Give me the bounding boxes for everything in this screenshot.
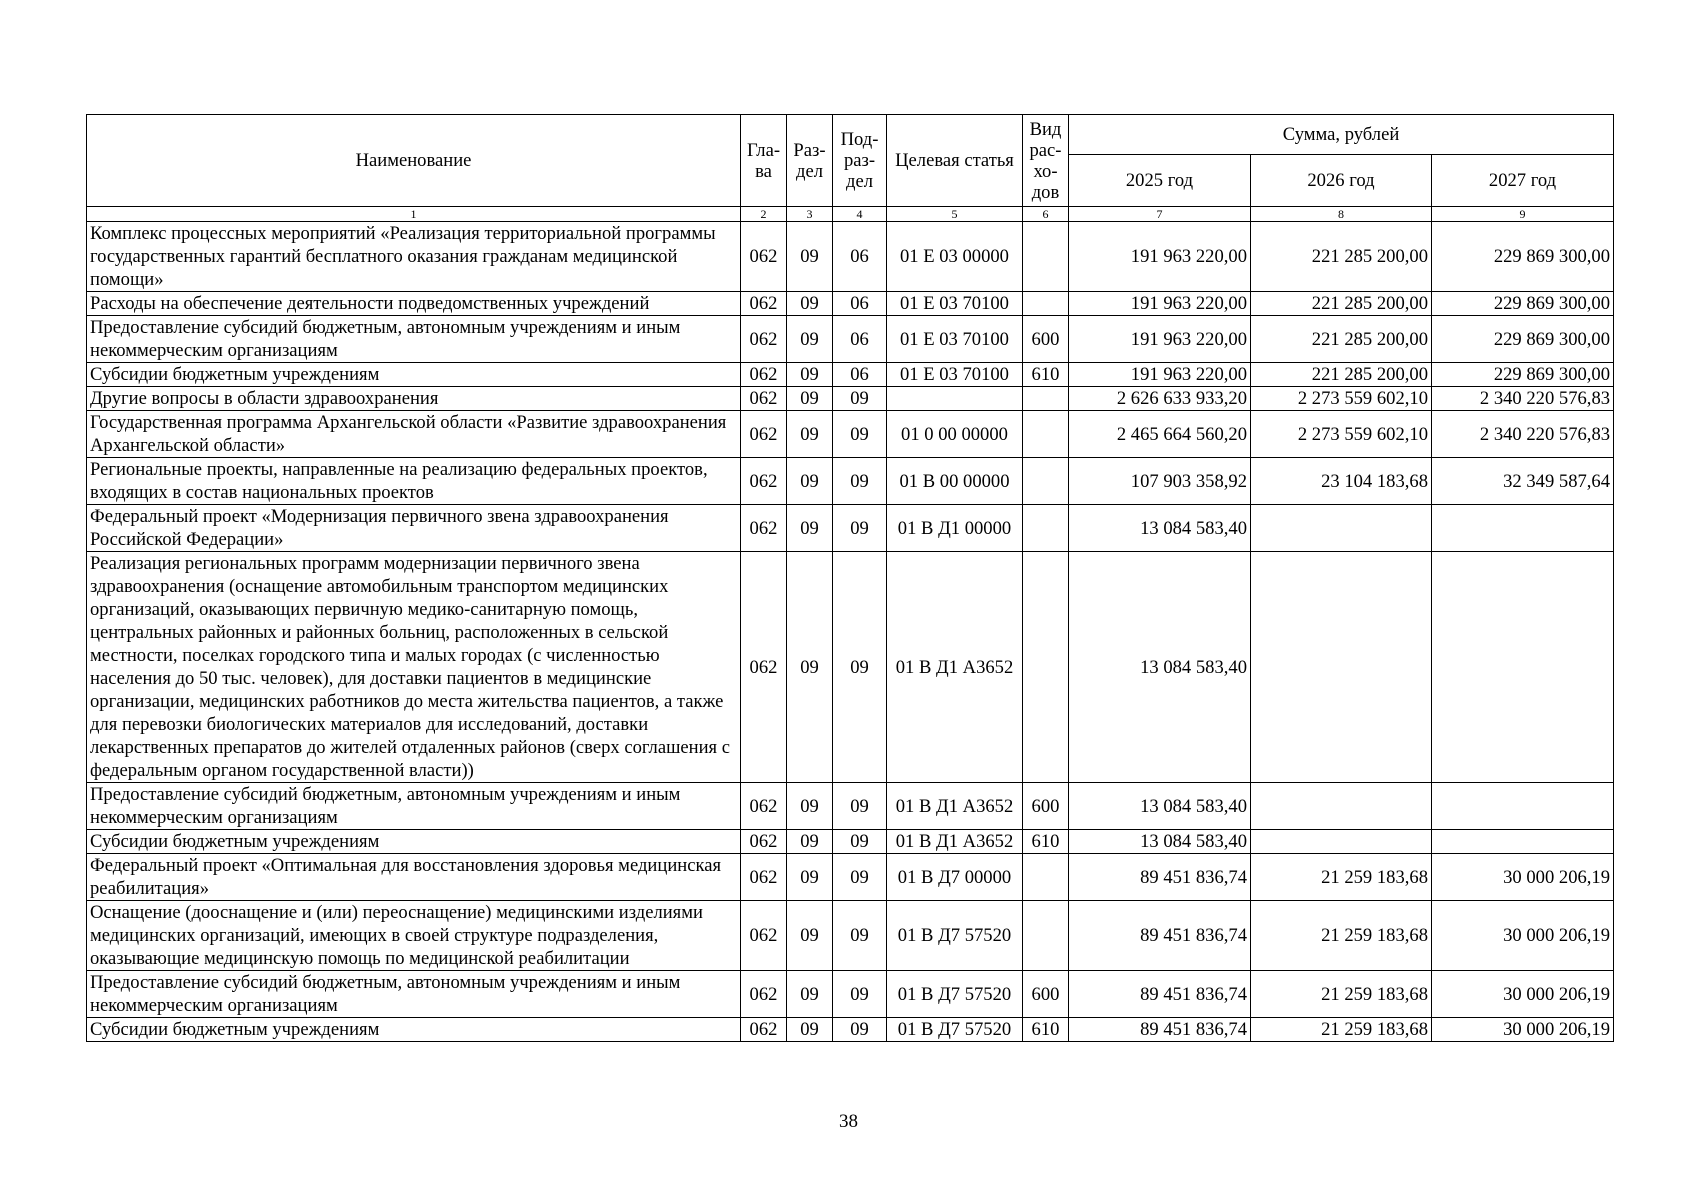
cell-podrazdel: 09	[833, 411, 887, 458]
cell-razdel: 09	[787, 1018, 833, 1042]
cell-glava: 062	[741, 458, 787, 505]
cell-sum-2025: 2 626 633 933,20	[1069, 387, 1251, 411]
cell-sum-2027: 30 000 206,19	[1432, 854, 1614, 901]
budget-table-container	[86, 114, 1614, 1042]
column-number-cell: 7	[1069, 207, 1251, 222]
cell-podrazdel: 06	[833, 316, 887, 363]
cell-sum-2027: 32 349 587,64	[1432, 458, 1614, 505]
cell-sum-2027: 30 000 206,19	[1432, 901, 1614, 971]
table-row	[87, 316, 1614, 363]
cell-sum-2026: 21 259 183,68	[1251, 1018, 1432, 1042]
cell-sum-2027: 2 340 220 576,83	[1432, 411, 1614, 458]
cell-sum-2027: 30 000 206,19	[1432, 1018, 1614, 1042]
cell-sum-2026: 221 285 200,00	[1251, 292, 1432, 316]
cell-glava: 062	[741, 854, 787, 901]
column-number-cell: 9	[1432, 207, 1614, 222]
cell-sum-2025: 89 451 836,74	[1069, 901, 1251, 971]
cell-tselevaya-statya: 01 Е 03 70100	[887, 316, 1023, 363]
cell-name: Субсидии бюджетным учреждениям	[87, 1018, 741, 1042]
column-number-cell: 2	[741, 207, 787, 222]
table-row	[87, 387, 1614, 411]
cell-vid-rashodov	[1023, 458, 1069, 505]
cell-vid-rashodov	[1023, 854, 1069, 901]
cell-sum-2025: 13 084 583,40	[1069, 505, 1251, 552]
cell-vid-rashodov: 610	[1023, 830, 1069, 854]
cell-sum-2026: 21 259 183,68	[1251, 854, 1432, 901]
cell-sum-2027	[1432, 783, 1614, 830]
cell-tselevaya-statya: 01 В Д7 57520	[887, 901, 1023, 971]
cell-razdel: 09	[787, 316, 833, 363]
cell-sum-2025: 13 084 583,40	[1069, 783, 1251, 830]
header-year-2027: 2027 год	[1432, 155, 1614, 207]
cell-name: Федеральный проект «Оптимальная для восстановления здоровья медицинская реабилитация»	[87, 854, 741, 901]
cell-sum-2025: 191 963 220,00	[1069, 222, 1251, 292]
cell-sum-2027: 229 869 300,00	[1432, 222, 1614, 292]
cell-tselevaya-statya: 01 0 00 00000	[887, 411, 1023, 458]
cell-sum-2027: 30 000 206,19	[1432, 971, 1614, 1018]
cell-glava: 062	[741, 783, 787, 830]
table-row	[87, 854, 1614, 901]
cell-razdel: 09	[787, 971, 833, 1018]
column-number-cell: 8	[1251, 207, 1432, 222]
cell-sum-2025: 2 465 664 560,20	[1069, 411, 1251, 458]
table-row	[87, 458, 1614, 505]
table-header	[87, 115, 1614, 222]
table-row	[87, 292, 1614, 316]
table-body	[87, 222, 1614, 1042]
cell-glava: 062	[741, 316, 787, 363]
header-razdel: Раз-дел	[787, 115, 833, 207]
cell-vid-rashodov: 610	[1023, 1018, 1069, 1042]
header-year-2026: 2026 год	[1251, 155, 1432, 207]
page-number: 38	[839, 1111, 858, 1132]
cell-vid-rashodov	[1023, 505, 1069, 552]
cell-vid-rashodov	[1023, 387, 1069, 411]
header-glava: Гла-ва	[741, 115, 787, 207]
cell-name: Субсидии бюджетным учреждениям	[87, 363, 741, 387]
cell-razdel: 09	[787, 292, 833, 316]
column-number-cell: 4	[833, 207, 887, 222]
cell-tselevaya-statya: 01 В Д7 57520	[887, 1018, 1023, 1042]
cell-glava: 062	[741, 222, 787, 292]
cell-razdel: 09	[787, 222, 833, 292]
cell-tselevaya-statya: 01 В Д1 А3652	[887, 552, 1023, 783]
cell-glava: 062	[741, 971, 787, 1018]
cell-sum-2026	[1251, 552, 1432, 783]
cell-vid-rashodov: 600	[1023, 316, 1069, 363]
cell-podrazdel: 09	[833, 901, 887, 971]
cell-sum-2027	[1432, 552, 1614, 783]
cell-sum-2026: 221 285 200,00	[1251, 222, 1432, 292]
header-vid-rashodov: Вид рас-хо-дов	[1023, 115, 1069, 207]
cell-sum-2027: 2 340 220 576,83	[1432, 387, 1614, 411]
cell-tselevaya-statya: 01 В Д7 57520	[887, 971, 1023, 1018]
cell-glava: 062	[741, 292, 787, 316]
cell-name: Реализация региональных программ модернизации первичного звена здравоохранения (оснащение автомобильным транспортом медицинских организаций, оказывающих первичную медико-санитарную помощь, центральных районных и районных больниц, расположенных в сельской местности, поселках городского типа и малых городах (с численностью населения до 50 тыс. человек), для доставки пациентов в медицинские организации, медицинских работников до места жительства пациентов, а также для перевозки биологических материалов для исследований, доставки лекарственных препаратов до жителей отдаленных районов (сверх соглашения с федеральным органом государственной власти))	[87, 552, 741, 783]
cell-name: Расходы на обеспечение деятельности подведомственных учреждений	[87, 292, 741, 316]
cell-sum-2026	[1251, 830, 1432, 854]
cell-glava: 062	[741, 411, 787, 458]
table-row	[87, 552, 1614, 783]
cell-tselevaya-statya: 01 В Д1 А3652	[887, 783, 1023, 830]
cell-tselevaya-statya: 01 В 00 00000	[887, 458, 1023, 505]
cell-sum-2027	[1432, 830, 1614, 854]
header-tselevaya-statya: Целевая статья	[887, 115, 1023, 207]
cell-sum-2027: 229 869 300,00	[1432, 363, 1614, 387]
cell-sum-2025: 13 084 583,40	[1069, 830, 1251, 854]
cell-sum-2026: 21 259 183,68	[1251, 901, 1432, 971]
cell-name: Субсидии бюджетным учреждениям	[87, 830, 741, 854]
cell-podrazdel: 09	[833, 552, 887, 783]
cell-vid-rashodov	[1023, 901, 1069, 971]
cell-tselevaya-statya: 01 В Д7 00000	[887, 854, 1023, 901]
cell-vid-rashodov	[1023, 292, 1069, 316]
cell-podrazdel: 06	[833, 222, 887, 292]
cell-sum-2026	[1251, 783, 1432, 830]
cell-sum-2025: 89 451 836,74	[1069, 854, 1251, 901]
cell-vid-rashodov: 600	[1023, 971, 1069, 1018]
table-row	[87, 830, 1614, 854]
cell-tselevaya-statya	[887, 387, 1023, 411]
cell-glava: 062	[741, 552, 787, 783]
cell-podrazdel: 09	[833, 783, 887, 830]
cell-sum-2027	[1432, 505, 1614, 552]
cell-tselevaya-statya: 01 Е 03 70100	[887, 363, 1023, 387]
cell-podrazdel: 09	[833, 854, 887, 901]
cell-vid-rashodov: 610	[1023, 363, 1069, 387]
table-row	[87, 411, 1614, 458]
cell-name: Другие вопросы в области здравоохранения	[87, 387, 741, 411]
cell-podrazdel: 06	[833, 363, 887, 387]
cell-razdel: 09	[787, 783, 833, 830]
cell-name: Комплекс процессных мероприятий «Реализация территориальной программы государственных гарантий бесплатного оказания гражданам медицинской помощи»	[87, 222, 741, 292]
cell-tselevaya-statya: 01 В Д1 00000	[887, 505, 1023, 552]
header-year-2025: 2025 год	[1069, 155, 1251, 207]
cell-sum-2026: 2 273 559 602,10	[1251, 387, 1432, 411]
cell-glava: 062	[741, 387, 787, 411]
header-podrazdel: Под-раз-дел	[833, 115, 887, 207]
cell-sum-2025: 89 451 836,74	[1069, 971, 1251, 1018]
cell-tselevaya-statya: 01 Е 03 00000	[887, 222, 1023, 292]
cell-sum-2025: 191 963 220,00	[1069, 292, 1251, 316]
cell-podrazdel: 09	[833, 1018, 887, 1042]
cell-name: Государственная программа Архангельской области «Развитие здравоохранения Архангельской области»	[87, 411, 741, 458]
column-number-cell: 1	[87, 207, 741, 222]
cell-tselevaya-statya: 01 Е 03 70100	[887, 292, 1023, 316]
cell-razdel: 09	[787, 363, 833, 387]
cell-glava: 062	[741, 363, 787, 387]
column-number-cell: 5	[887, 207, 1023, 222]
cell-podrazdel: 06	[833, 292, 887, 316]
cell-vid-rashodov	[1023, 222, 1069, 292]
cell-razdel: 09	[787, 830, 833, 854]
column-number-cell: 3	[787, 207, 833, 222]
cell-razdel: 09	[787, 854, 833, 901]
cell-name: Региональные проекты, направленные на реализацию федеральных проектов, входящих в состав национальных проектов	[87, 458, 741, 505]
cell-razdel: 09	[787, 505, 833, 552]
cell-name: Предоставление субсидий бюджетным, автономным учреждениям и иным некоммерческим организациям	[87, 971, 741, 1018]
cell-sum-2026: 21 259 183,68	[1251, 971, 1432, 1018]
table-row	[87, 505, 1614, 552]
cell-glava: 062	[741, 830, 787, 854]
column-number-cell: 6	[1023, 207, 1069, 222]
cell-podrazdel: 09	[833, 830, 887, 854]
table-row	[87, 1018, 1614, 1042]
table-row	[87, 971, 1614, 1018]
cell-podrazdel: 09	[833, 387, 887, 411]
cell-vid-rashodov	[1023, 411, 1069, 458]
cell-sum-2026: 221 285 200,00	[1251, 363, 1432, 387]
cell-tselevaya-statya: 01 В Д1 А3652	[887, 830, 1023, 854]
cell-sum-2026: 2 273 559 602,10	[1251, 411, 1432, 458]
header-summa: Сумма, рублей	[1069, 115, 1614, 155]
budget-table	[86, 114, 1614, 1042]
cell-podrazdel: 09	[833, 458, 887, 505]
cell-name: Предоставление субсидий бюджетным, автономным учреждениям и иным некоммерческим организациям	[87, 316, 741, 363]
cell-razdel: 09	[787, 411, 833, 458]
cell-podrazdel: 09	[833, 971, 887, 1018]
cell-sum-2025: 89 451 836,74	[1069, 1018, 1251, 1042]
cell-sum-2025: 107 903 358,92	[1069, 458, 1251, 505]
cell-sum-2026: 221 285 200,00	[1251, 316, 1432, 363]
cell-name: Предоставление субсидий бюджетным, автономным учреждениям и иным некоммерческим организациям	[87, 783, 741, 830]
cell-sum-2025: 13 084 583,40	[1069, 552, 1251, 783]
cell-glava: 062	[741, 505, 787, 552]
table-row	[87, 783, 1614, 830]
cell-name: Федеральный проект «Модернизация первичного звена здравоохранения Российской Федерации»	[87, 505, 741, 552]
table-row	[87, 222, 1614, 292]
cell-glava: 062	[741, 901, 787, 971]
cell-vid-rashodov	[1023, 552, 1069, 783]
table-row	[87, 901, 1614, 971]
cell-razdel: 09	[787, 458, 833, 505]
cell-razdel: 09	[787, 901, 833, 971]
column-number-row	[87, 207, 1614, 222]
cell-razdel: 09	[787, 552, 833, 783]
cell-podrazdel: 09	[833, 505, 887, 552]
cell-sum-2025: 191 963 220,00	[1069, 363, 1251, 387]
cell-sum-2025: 191 963 220,00	[1069, 316, 1251, 363]
table-row	[87, 363, 1614, 387]
cell-sum-2027: 229 869 300,00	[1432, 292, 1614, 316]
cell-sum-2026: 23 104 183,68	[1251, 458, 1432, 505]
cell-sum-2027: 229 869 300,00	[1432, 316, 1614, 363]
header-name: Наименование	[87, 115, 741, 207]
cell-vid-rashodov: 600	[1023, 783, 1069, 830]
cell-razdel: 09	[787, 387, 833, 411]
cell-glava: 062	[741, 1018, 787, 1042]
cell-name: Оснащение (дооснащение и (или) переоснащение) медицинскими изделиями медицинских организаций, имеющих в своей структуре подразделения, оказывающие медицинскую помощь по медицинской реабилитации	[87, 901, 741, 971]
cell-sum-2026	[1251, 505, 1432, 552]
